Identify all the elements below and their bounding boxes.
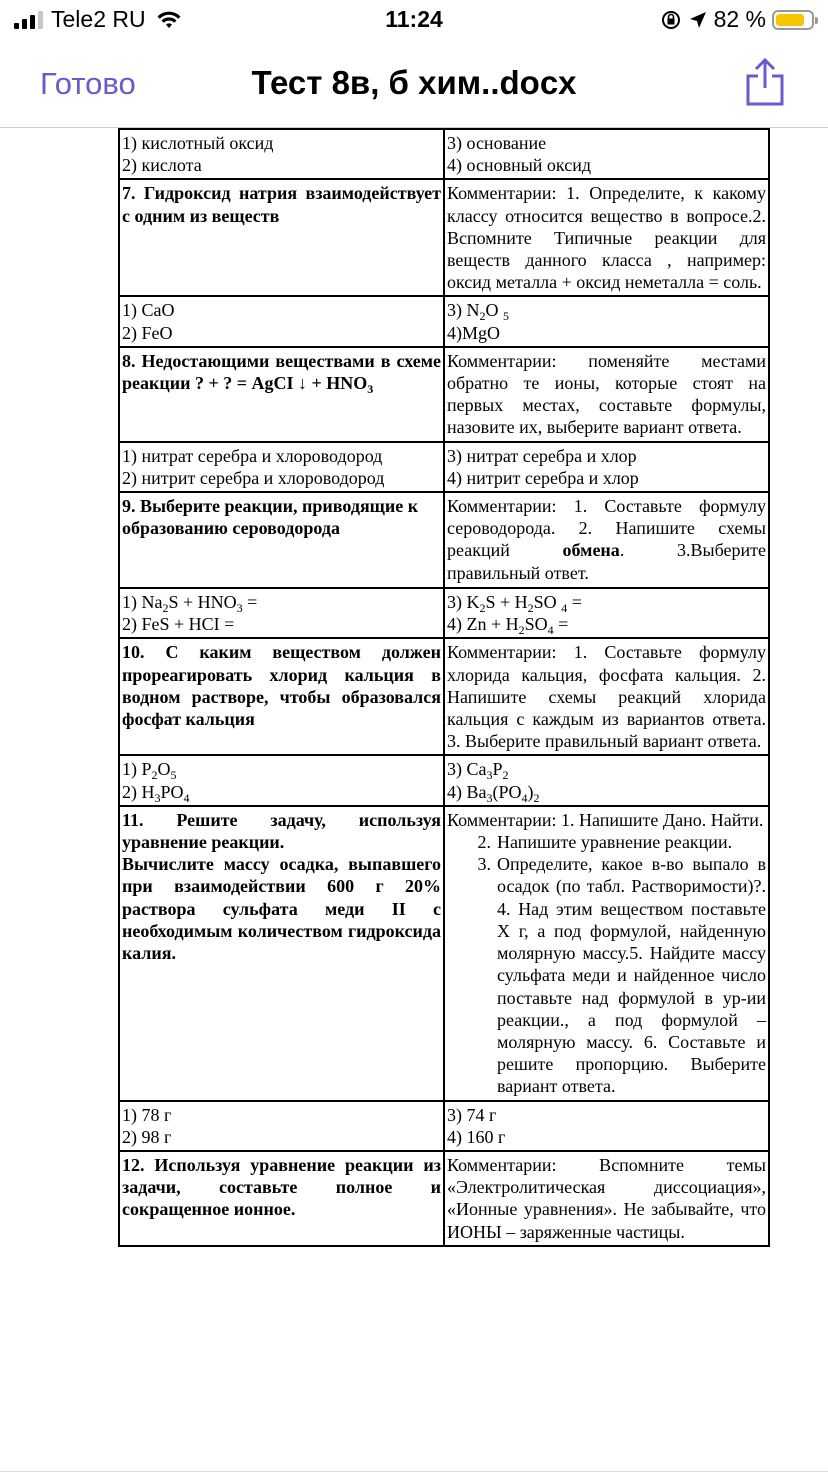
answers-left: [119, 442, 444, 492]
comment-7: Комментарии: 1. Определите, к какому классу относится вещество в вопросе.2. Вспомните Типичные реакции для веществ данного класса , например: оксид металла + оксид неметалла = соль.: [444, 179, 769, 296]
location-arrow-icon: [688, 10, 708, 30]
answer-2: 2) 98 г: [122, 1126, 172, 1147]
comment-12: Комментарии: Вспомните темы «Электролитическая диссоциация», «Ионные уравнения». Не забывайте, что ИОНЫ – заряженные частицы.: [444, 1151, 769, 1246]
table-row: [119, 296, 769, 346]
answer-2: 2) FeO: [122, 322, 173, 343]
status-left: [14, 6, 182, 33]
answer-2: 2) кислота: [122, 155, 202, 176]
question-11: [119, 806, 444, 1101]
orientation-lock-icon: [660, 9, 682, 31]
answers-left: [119, 129, 444, 179]
comment-8: Комментарии: поменяйте местами обратно те ионы, которые стоят на первых местах, составьте формулы, назовите их, выберите вариант ответа.: [444, 347, 769, 442]
comment-11: [444, 806, 769, 1101]
answers-right: [444, 442, 769, 492]
table-row: [119, 179, 769, 296]
table-row: [119, 442, 769, 492]
answer-4: 4) 160 г: [447, 1126, 506, 1147]
question-7: 7. Гидроксид натрия взаимодействует с одним из веществ: [119, 179, 444, 296]
answers-left: [119, 588, 444, 638]
table-row: [119, 492, 769, 588]
answer-4: 4) $Ba_3(PO_4)_2$: [447, 781, 540, 805]
question-11-part-1: 11. Решите задачу, используя уравнение реакции.: [122, 809, 441, 853]
answer-4: 4)MgO: [447, 322, 500, 343]
answer-3: 3) $Ca_3P_2$: [447, 759, 509, 783]
question-12: 12. Используя уравнение реакции из задачи, составьте полное и сокращенное ионное.: [119, 1151, 444, 1246]
comment-11-item-3: 3. Определите, какое в-во выпало в осадок (по табл. Растворимости)?. 4. Над этим веществом поставьте Х г, а под формулой, найденную молярную массу.5. Найдите массу сульфата меди и найденное число поставьте над формулой в ур-ии реакции., а под формулой – молярную массу. 6. Составьте и решите пропорцию. Выберите вариант ответа.: [477, 854, 766, 1097]
share-icon[interactable]: [744, 56, 786, 108]
answers-right: [444, 129, 769, 179]
navigation-bar: [0, 44, 828, 128]
answer-4: 4) $Zn + H_2SO_4$ =: [447, 614, 569, 638]
status-time: 11:24: [385, 6, 443, 32]
done-button[interactable]: Готово: [40, 66, 136, 101]
answer-2: 2) $H_3PO_4$: [122, 781, 190, 805]
question-8: 8. Недостающими веществами в схеме реакции ? + ? = AgCI ↓ + $HNO_3$: [119, 347, 444, 442]
answers-right: [444, 1101, 769, 1151]
answer-1: 1) нитрат серебра и хлороводород: [122, 445, 383, 466]
wifi-icon: [156, 10, 182, 30]
answer-1: 1) кислотный оксид: [122, 133, 274, 153]
battery-percent: 82 %: [713, 6, 766, 32]
table-row: [119, 755, 769, 805]
table-row: [119, 806, 769, 1101]
answers-left: [119, 296, 444, 346]
comment-11-item-2: 2. Напишите уравнение реакции.: [477, 832, 733, 853]
table-row: [119, 638, 769, 755]
table-row: [119, 1151, 769, 1246]
answers-right: [444, 296, 769, 346]
comment-11-line-1: Комментарии: 1. Напишите Дано. Найти.: [447, 809, 764, 830]
document-title: Тест 8в, б хим..docx: [251, 64, 577, 101]
question-11-part-2: Вычислите массу осадка, выпавшего при взаимодействии 600 г 20% раствора сульфата меди II с необходимым количеством гидроксида калия.: [122, 854, 441, 964]
answer-1: 1) $Na_2S + HNO_3$ =: [122, 592, 258, 616]
answer-3: 3) нитрат серебра и хлор: [447, 445, 637, 466]
answer-3: 3) 74 г: [447, 1104, 497, 1125]
comment-10: Комментарии: 1. Составьте формулу хлорида кальция, фосфата кальция. 2. Напишите схемы реакций хлорида кальция с каждым из вариантов ответа. 3. Выберите правильный вариант ответа.: [444, 638, 769, 755]
comment-9: Комментарии: 1. Составьте формулу сероводорода. 2. Напишите схемы реакций обмена. 3.Выберите правильный ответ.: [444, 492, 769, 588]
answer-2: 2) нитрит серебра и хлороводород: [122, 467, 385, 488]
status-bar: [0, 0, 828, 44]
answer-3: 3) $K_2S + H_2SO$ $_4$ =: [447, 592, 582, 616]
battery-icon: [772, 10, 814, 30]
answers-right: [444, 755, 769, 805]
answer-1: 1) 78 г: [122, 1104, 172, 1125]
table-row: [119, 588, 769, 638]
answer-4: 4) основный оксид: [447, 155, 591, 176]
table-row: [119, 1101, 769, 1151]
table-row: [119, 347, 769, 442]
answers-left: [119, 1101, 444, 1151]
question-10: 10. С каким веществом должен прореагировать хлорид кальция в водном растворе, чтобы образовался фосфат кальция: [119, 638, 444, 755]
answer-1: 1) CaO: [122, 300, 175, 321]
answers-left: [119, 755, 444, 805]
question-9: 9. Выберите реакции, приводящие к образованию сероводорода: [119, 492, 444, 588]
answer-4: 4) нитрит серебра и хлор: [447, 467, 639, 488]
carrier-name: Tele2 RU: [51, 6, 146, 32]
table-row: [119, 129, 769, 179]
answer-1: 1) $P_2O_5$: [122, 759, 177, 783]
cellular-signal-icon: [14, 11, 43, 29]
question-table: [118, 128, 770, 1247]
answer-3: 3) $N_2O$ $_5$: [447, 300, 509, 324]
answer-2: 2) FeS + HCI =: [122, 614, 235, 635]
answer-3: 3) основание: [447, 133, 547, 153]
status-right: [660, 6, 814, 33]
document-view[interactable]: [0, 128, 828, 1472]
answers-right: [444, 588, 769, 638]
